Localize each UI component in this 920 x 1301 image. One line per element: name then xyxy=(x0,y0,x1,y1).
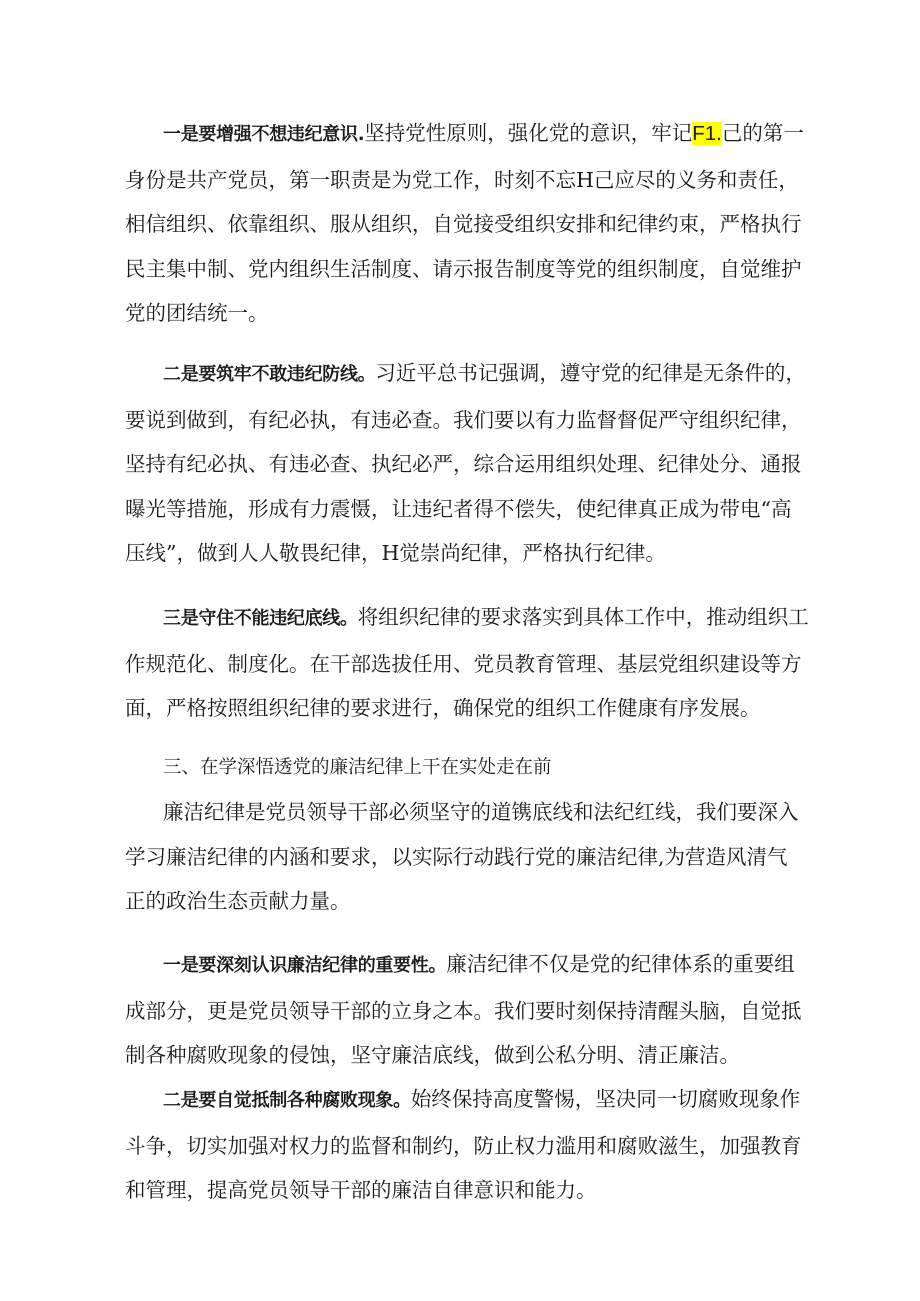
paragraph-6-lead: 二是要自觉抵制各种腐败现象。 xyxy=(163,1090,411,1111)
paragraph-5-lead: 一是要深刻认识廉洁纪律的重要性。 xyxy=(163,955,447,976)
paragraph-1-line-5: 党的团结统一。 xyxy=(125,301,269,325)
paragraph-2-lead: 二是要筑牢不敢违纪防线。 xyxy=(163,364,376,385)
paragraph-4-line-1: 廉洁纪律是党员领导干部必须坚守的道镌底线和法纪红线，我们要深入 xyxy=(163,800,799,824)
paragraph-2-line-4: 曝光等措施，形成有力震慑，让违纪者得不偿失，使纪律真正成为带电“高 xyxy=(125,496,792,521)
paragraph-5-line-2: 成部分，更是党员领导干部的立身之本。我们要时刻保持清醒头脑，自觉抵 xyxy=(125,998,802,1023)
highlighted-text: F1. xyxy=(692,122,722,145)
paragraph-1 xyxy=(125,111,804,336)
paragraph-2 xyxy=(125,351,806,576)
paragraph-2-line-3: 坚持有纪必执、有违必查、执纪必严，综合运用组织处理、纪律处分、通报 xyxy=(125,452,802,476)
paragraph-5-line-3: 制各种腐败现象的侵蚀，坚守廉洁底线，做到公私分明、清正廉洁。 xyxy=(125,1043,740,1067)
paragraph-2-text: 习近平总书记强调，遵守党的纪律是无条件的， xyxy=(375,361,806,385)
paragraph-5 xyxy=(125,942,802,1078)
paragraph-6-line-3: 和管理，提高党员领导干部的廉洁自律意识和能力。 xyxy=(125,1178,597,1202)
paragraph-5-text: 廉洁纪律不仅是党的纪律体系的重要组 xyxy=(446,952,795,976)
paragraph-6 xyxy=(125,1077,802,1213)
paragraph-1-lead: 一是要增强不想违纪意识. xyxy=(163,124,365,145)
paragraph-1-line-3: 相信组织、依靠组织、服从组织，自觉接受组织安排和纪律约束，严格执行 xyxy=(125,212,802,236)
paragraph-4 xyxy=(125,790,799,924)
paragraph-3-line-3: 面，严格按照组织纪律的要求进行，确保党的组织工作健康有序发展。 xyxy=(125,696,761,720)
paragraph-6-text: 始终保持高度警惕，坚决同一切腐败现象作 xyxy=(410,1087,801,1111)
paragraph-1-line-4: 民主集中制、党内组织生活制度、请示报告制度等党的组织制度，自觉维护 xyxy=(125,256,802,281)
paragraph-3-lead: 三是守住不能违纪底线。 xyxy=(163,608,358,629)
paragraph-4-line-3: 正的政治生态贡献力量。 xyxy=(125,889,351,913)
paragraph-4-line-2: 学习廉洁纪律的内涵和要求，以实际行动践行党的廉洁纪律,为营造风清气 xyxy=(125,844,788,869)
paragraph-1-text-rest: 己的第一 xyxy=(721,121,804,145)
paragraph-6-line-2: 斗争，切实加强对权力的监督和制约，防止权力滥用和腐败滋生，加强教育 xyxy=(125,1133,802,1158)
section-heading: 三、在学深悟透党的廉洁纪律上干在实处走在前 xyxy=(163,757,552,778)
paragraph-3-line-2: 作规范化、制度化。在干部选拔任用、党员教育管理、基层党组织建设等方 xyxy=(125,651,802,676)
paragraph-2-line-2: 要说到做到，有纪必执，有违必查。我们要以有力监督督促严守组织纪律， xyxy=(125,407,802,432)
paragraph-1-line-2: 身份是共产党员，第一职责是为党工作，时刻不忘H己应尽的义务和责任， xyxy=(125,167,799,192)
paragraph-2-line-5: 压线”，做到人人敬畏纪律，H觉崇尚纪律，严格执行纪律。 xyxy=(125,541,666,565)
paragraph-3-text: 将组织纪律的要求落实到具体工作中，推动组织工 xyxy=(357,605,809,629)
paragraph-3 xyxy=(125,595,809,731)
paragraph-1-text: 坚持党性原则，强化党的意识，牢记 xyxy=(364,121,693,145)
